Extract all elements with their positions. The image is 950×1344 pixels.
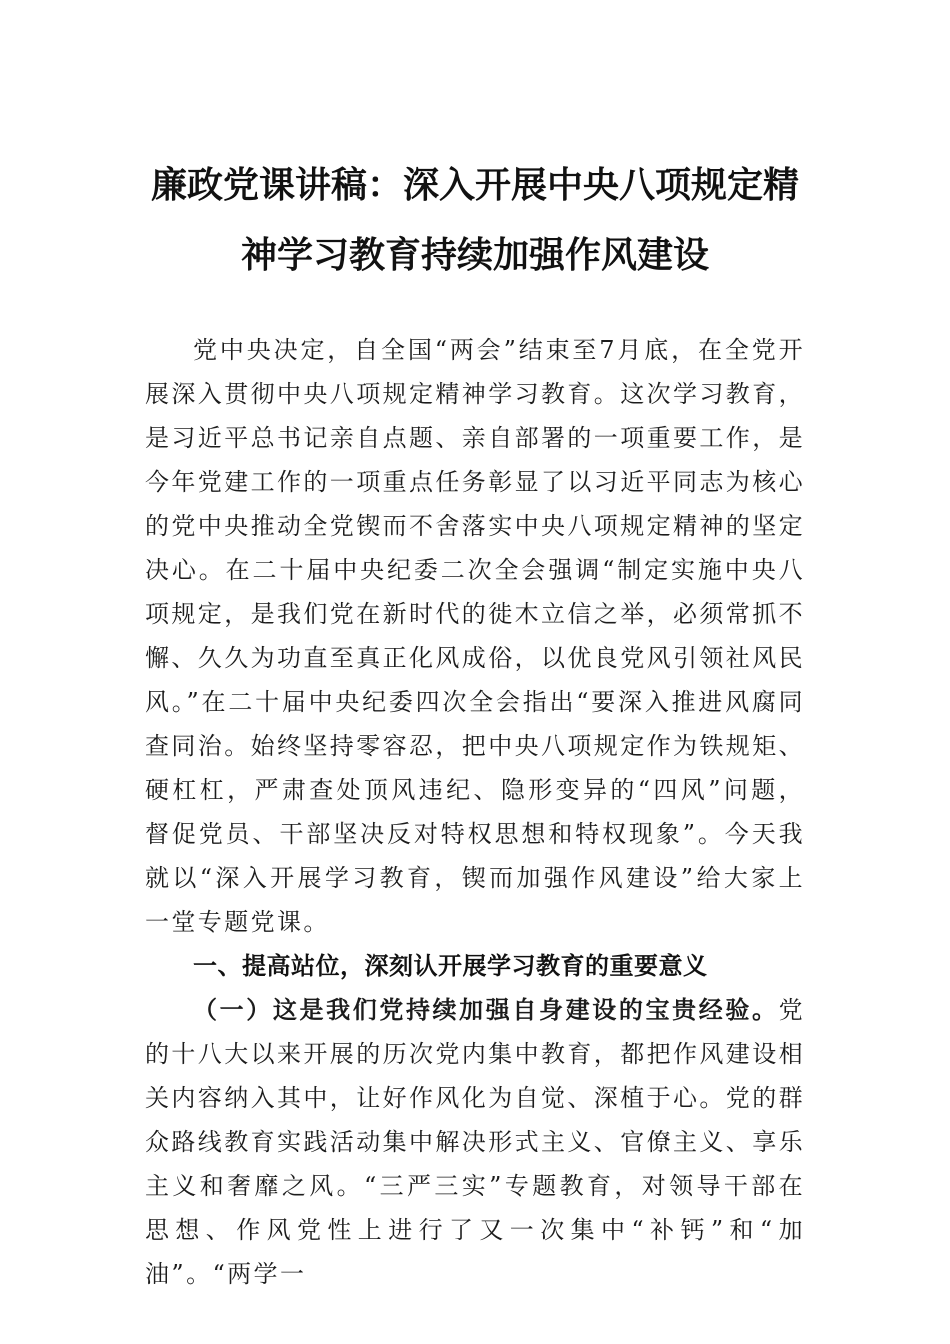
intro-paragraph: 党中央决定，自全国“两会”结束至7月底，在全党开展深入贯彻中央八项规定精神学习教育。这次学习教育，是习近平总书记亲自点题、亲自部署的一项重要工作，是今年党建工作的一项重点任务彰显了以习近平同志为核心的党中央推动全党锲而不舍落实中央八项规定精神的坚定决心。在二十届中央纪委二次全会强调“制定实施中央八项规定，是我们党在新时代的徙木立信之举，必须常抓不懈、久久为功直至真正化风成俗，以优良党风引领社风民风。”在二十届中央纪委四次全会指出“要深入推进风腐同查同治。始终坚持零容忍，把中央八项规定作为铁规矩、硬杠杠，严肃查处顶风违纪、隐形变异的“四风”问题，督促党员、干部坚决反对特权思想和特权现象”。今天我就以“深入开展学习教育，锲而加强作风建设”给大家上一堂专题党课。 <box>145 336 805 936</box>
subsection-label: （一）这是我们党持续加强自身建设的宝贵经验。 <box>193 995 779 1024</box>
document-body <box>145 328 805 1296</box>
subsection-paragraph <box>145 988 805 1296</box>
subsection-text: 党的十八大以来开展的历次党内集中教育，都把作风建设相关内容纳入其中，让好作风化为自觉、深植于心。党的群众路线教育实践活动集中解决形式主义、官僚主义、享乐主义和奢靡之风。“三严三实”专题教育，对领导干部在思想、作风党性上进行了又一次集中“补钙”和“加油”。“两学一 <box>145 996 805 1288</box>
section-heading: 一、提高站位，深刻认开展学习教育的重要意义 <box>193 952 708 980</box>
document-title <box>100 150 850 290</box>
title-line-2: 神学习教育持续加强作风建设 <box>240 234 709 276</box>
title-line-1: 廉政党课讲稿：深入开展中央八项规定精 <box>150 164 799 206</box>
